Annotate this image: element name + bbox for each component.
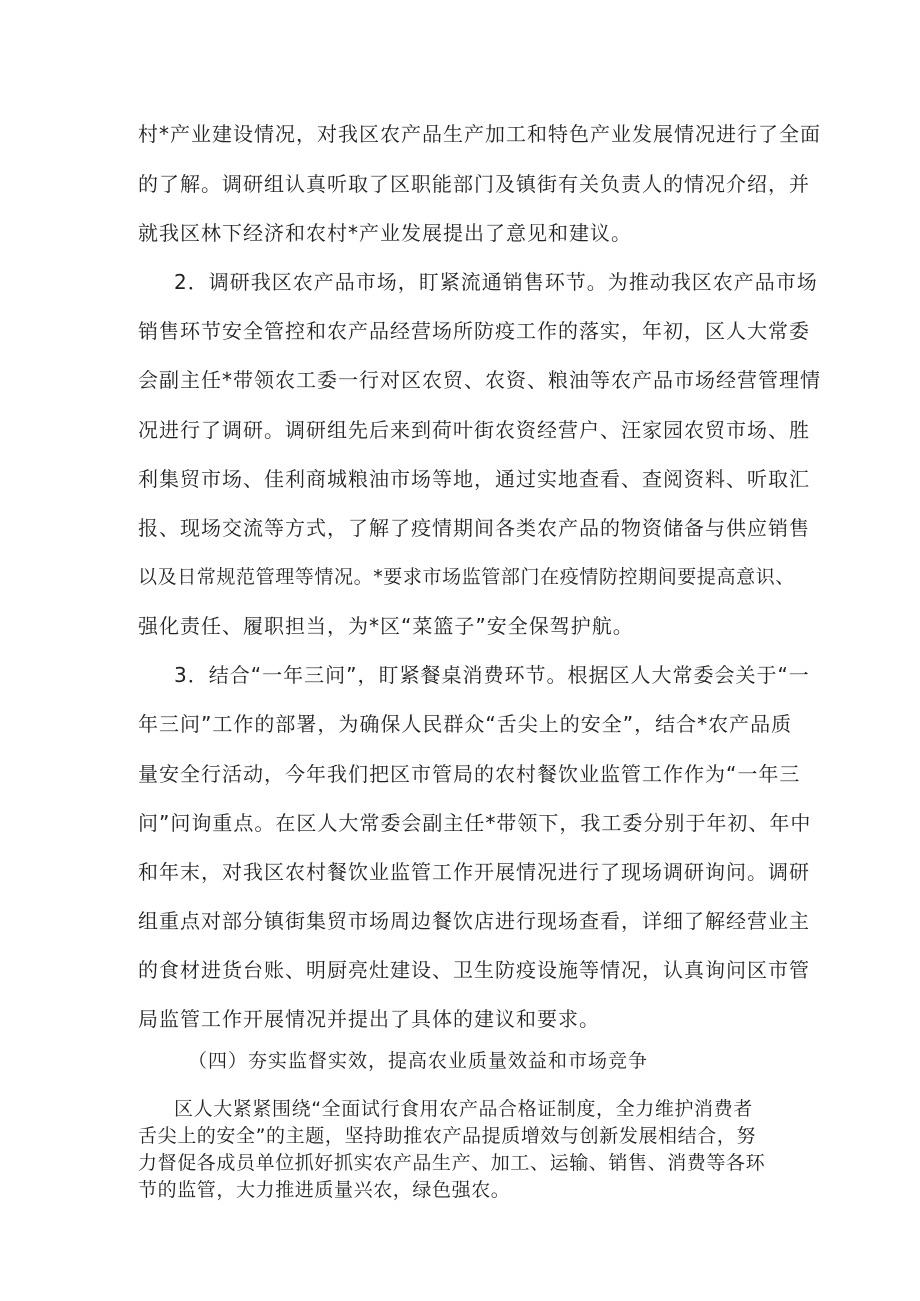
paragraph-line: 销售环节安全管控和农产品经营场所防疫工作的落实，年初，区人大常委	[138, 319, 810, 343]
paragraph-line: 利集贸市场、佳利商城粮油市场等地，通过实地查看、查阅资料、听取汇	[138, 467, 810, 491]
paragraph-line: 舌尖上的安全”的主题，坚持助推农产品提质增效与创新发展相结合，努	[138, 1125, 757, 1147]
paragraph-line: 况进行了调研。调研组先后来到荷叶街农资经营户、汪家园农贸市场、胜	[138, 418, 810, 442]
paragraph-line: 报、现场交流等方式，了解了疫情期间各类农产品的物资储备与供应销售	[138, 516, 810, 540]
paragraph-line: 的了解。调研组认真听取了区职能部门及镇街有关负责人的情况介绍，并	[138, 172, 810, 196]
paragraph-line: 问”问询重点。在区人大常委会副主任*带领下，我工委分别于年初、年中	[138, 811, 812, 835]
paragraph-line: 局监管工作开展情况并提出了具体的建议和要求。	[138, 1007, 600, 1031]
section-heading: （四）夯实监督实效，提高农业质量效益和市场竞争	[188, 1050, 649, 1072]
paragraph-line: 力督促各成员单位抓好抓实农产品生产、加工、运输、销售、消费等各环	[138, 1152, 766, 1174]
paragraph-line: 就我区林下经济和农村*产业发展提出了意见和建议。	[138, 221, 632, 245]
paragraph-line: 年三问”工作的部署，为确保人民群众“舌尖上的安全”，结合*农产品质	[138, 712, 793, 736]
paragraph-line: 节的监管，大力推进质量兴农，绿色强农。	[138, 1179, 511, 1201]
paragraph-line: 以及日常规范管理等情况。*要求市场监管部门在疫情防控期间要提高意识、	[138, 566, 795, 588]
paragraph-line: 量安全行活动，今年我们把区市管局的农村餐饮业监管工作作为“一年三	[138, 762, 801, 786]
paragraph-line: 会副主任*带领农工委一行对区农贸、农资、粮油等农产品市场经营管理情	[138, 368, 821, 392]
paragraph-line: 村*产业建设情况，对我区农产品生产加工和特色产业发展情况进行了全面	[138, 122, 821, 146]
paragraph-line: 2．调研我区农产品市场，盯紧流通销售环节。为推动我区农产品市场	[174, 270, 818, 294]
paragraph-line: 区人大紧紧围绕“全面试行食用农产品合格证制度，全力维护消费者	[174, 1098, 753, 1120]
paragraph-line: 的食材进货台账、明厨亮灶建设、卫生防疫设施等情况，认真询问区市管	[138, 958, 810, 982]
paragraph-line: 和年末，对我区农村餐饮业监管工作开展情况进行了现场调研询问。调研	[138, 860, 810, 884]
paragraph-line: 强化责任、履职担当，为*区“菜篮子”安全保驾护航。	[138, 614, 634, 638]
paragraph-line: 3．结合“一年三问”，盯紧餐桌消费环节。根据区人大常委会关于“一	[174, 663, 810, 687]
paragraph-line: 组重点对部分镇街集贸市场周边餐饮店进行现场查看，详细了解经营业主	[138, 909, 810, 933]
